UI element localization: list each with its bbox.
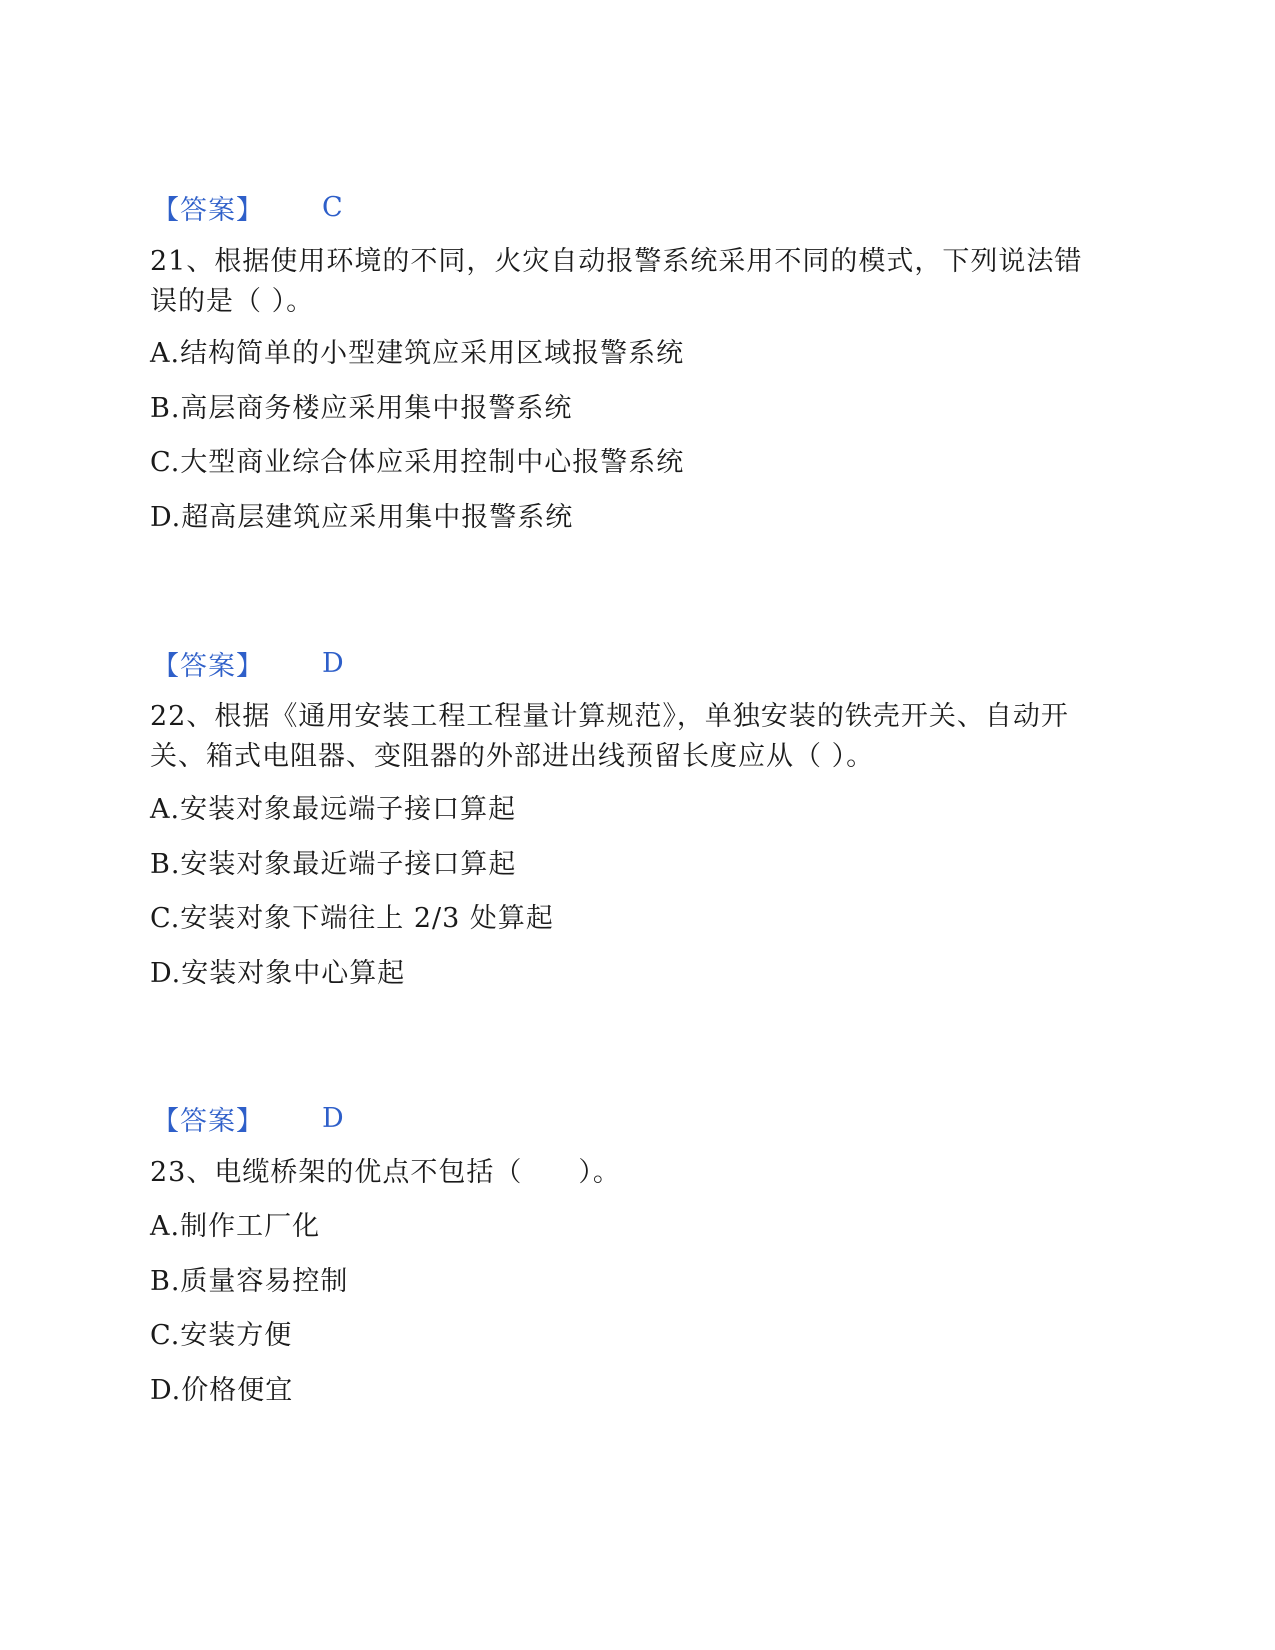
answer-line	[152, 1098, 344, 1138]
option-b: B.安装对象最近端子接口算起	[150, 849, 517, 880]
option-a: A.安装对象最远端子接口算起	[150, 794, 517, 825]
answer-value: D	[322, 1102, 344, 1134]
answer-value: D	[322, 647, 344, 679]
answer-label: 【答案】	[152, 650, 264, 682]
question-22	[150, 697, 1110, 777]
question-text: 电缆桥架的优点不包括（ ）。	[214, 1157, 621, 1188]
option-d: D.安装对象中心算起	[150, 958, 406, 989]
question-number: 22、	[150, 701, 215, 732]
option-b: B.质量容易控制	[150, 1266, 349, 1297]
question-23	[150, 1153, 1110, 1193]
option-a: A.制作工厂化	[150, 1211, 321, 1242]
question-number: 23、	[150, 1157, 215, 1188]
option-b: B.高层商务楼应采用集中报警系统	[150, 393, 573, 424]
question-21	[150, 242, 1110, 322]
option-a: A.结构简单的小型建筑应采用区域报警系统	[150, 338, 685, 369]
question-text: 根据使用环境的不同，火灾自动报警系统采用不同的模式，下列说法错误的是（ ）。	[150, 246, 1083, 317]
option-d: D.价格便宜	[150, 1375, 294, 1406]
answer-value: C	[322, 191, 343, 223]
option-c: C.安装对象下端往上 2/3 处算起	[150, 903, 554, 934]
answer-label: 【答案】	[152, 194, 264, 226]
question-number: 21、	[150, 246, 215, 277]
question-text: 根据《通用安装工程工程量计算规范》，单独安装的铁壳开关、自动开关、箱式电阻器、变阻器的外部进出线预留长度应从（ ）。	[150, 701, 1069, 772]
option-c: C.安装方便	[150, 1320, 293, 1351]
option-c: C.大型商业综合体应采用控制中心报警系统	[150, 447, 685, 478]
answer-line	[152, 187, 343, 227]
answer-line	[152, 643, 344, 683]
option-d: D.超高层建筑应采用集中报警系统	[150, 502, 574, 533]
answer-label: 【答案】	[152, 1105, 264, 1137]
